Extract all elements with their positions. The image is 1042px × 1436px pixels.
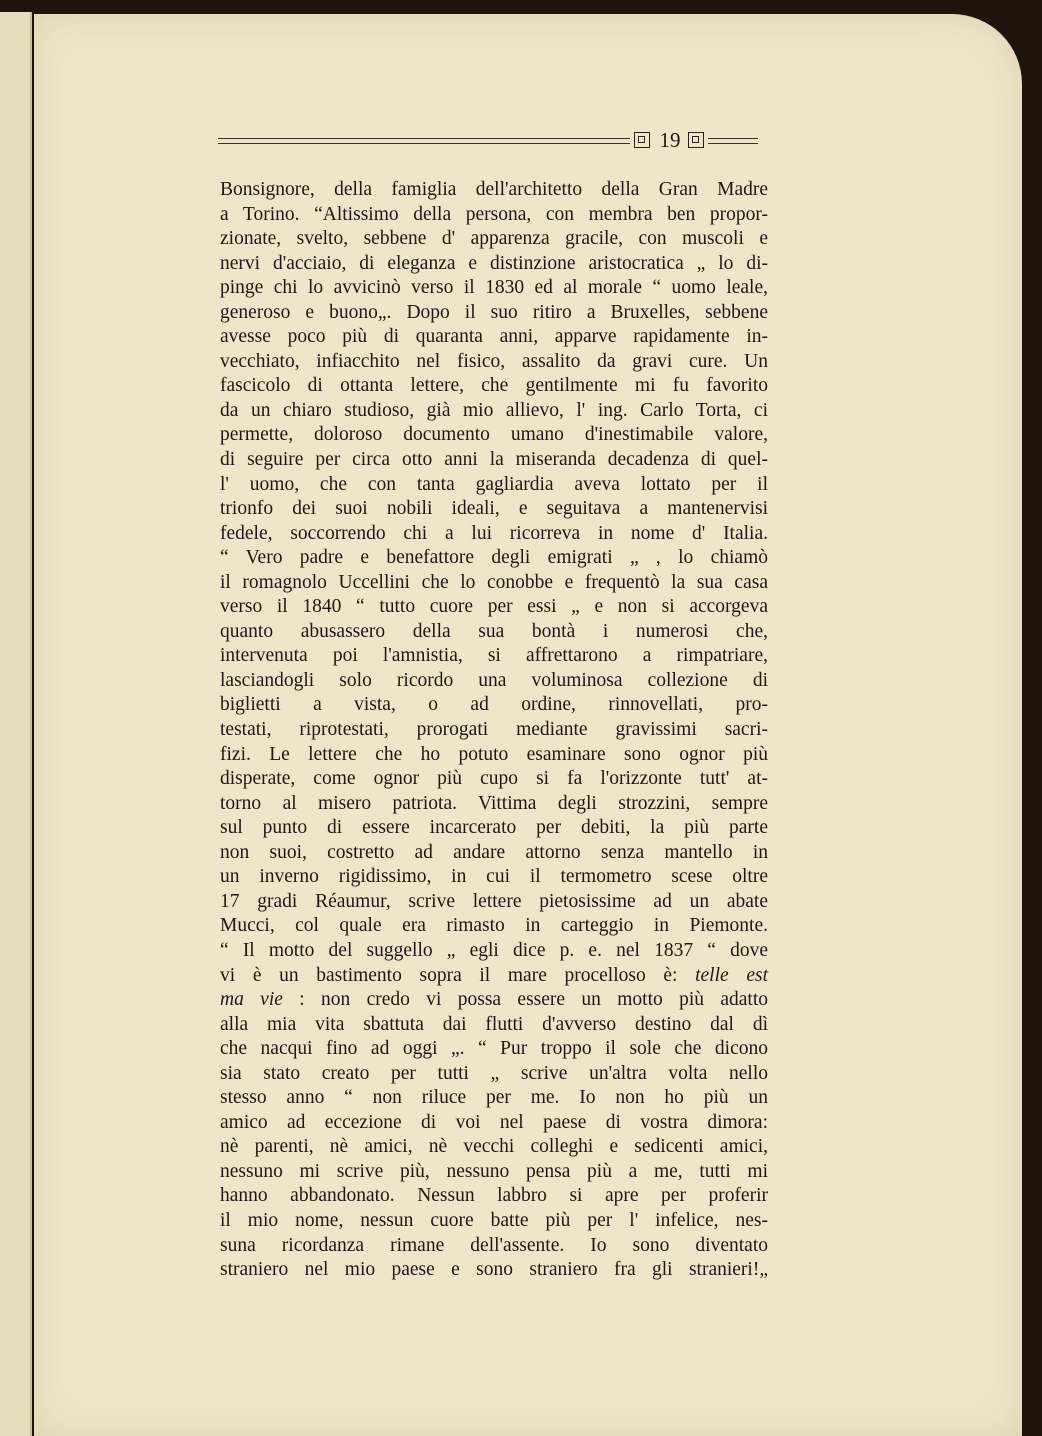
text-line: generoso e buono„. Dopo il suo ritiro a Bruxelles, sebbene bbox=[220, 301, 768, 323]
text-line: suna ricordanza rimane dell'assente. Io sono diventato bbox=[220, 1234, 768, 1256]
text-line: intervenuta poi l'amnistia, si affrettarono a rimpatriare, bbox=[220, 645, 768, 667]
text-line: fizi. Le lettere che ho potuto esaminare sono ognor più bbox=[220, 743, 768, 765]
page-header bbox=[218, 128, 758, 152]
text-line: da un chiaro studioso, già mio allievo, l' ing. Carlo Torta, ci bbox=[220, 399, 768, 421]
text-line: stesso anno “ non riluce per me. Io non ho più un bbox=[220, 1087, 768, 1109]
text-line: permette, doloroso documento umano d'inestimabile valore, bbox=[220, 424, 768, 446]
text-line: nervi d'acciaio, di eleganza e distinzione aristocratica „ lo di- bbox=[220, 252, 768, 274]
text-line: “ Vero padre e benefattore degli emigrati „ , lo chiamò bbox=[220, 547, 768, 569]
text-line: fedele, soccorrendo chi a lui ricorreva in nome d' Italia. bbox=[220, 522, 768, 544]
text-line: disperate, come ognor più cupo si fa l'orizzonte tutt' at- bbox=[220, 768, 768, 790]
facing-page-edge bbox=[0, 12, 32, 1436]
text-line: ma vie : non credo vi possa essere un motto più adatto bbox=[220, 989, 768, 1011]
text-line: Bonsignore, della famiglia dell'architetto della Gran Madre bbox=[220, 179, 768, 200]
text-line: avesse poco più di quaranta anni, apparve rapidamente in- bbox=[220, 326, 768, 348]
text-line: l' uomo, che con tanta gagliardia aveva lottato per il bbox=[220, 473, 768, 495]
text-line: il romagnolo Uccellini che lo conobbe e frequentò la sua casa bbox=[220, 571, 768, 593]
text-line: di seguire per circa otto anni la miseranda decadenza di quel- bbox=[220, 449, 768, 471]
motto-italic: ma vie bbox=[220, 989, 283, 1011]
text-line: fascicolo di ottanta lettere, che gentilmente mi fu favorito bbox=[220, 375, 768, 397]
text-line: testati, riprotestati, prorogati mediante gravissimi sacri- bbox=[220, 719, 768, 741]
page-number: 19 bbox=[659, 128, 681, 152]
text-line: trionfo dei suoi nobili ideali, e seguitava a mantenervisi bbox=[220, 498, 768, 520]
text-line: straniero nel mio paese e sono straniero fra gli stranieri!„ bbox=[220, 1259, 768, 1281]
text-line: hanno abbandonato. Nessun labbro si apre per proferir bbox=[220, 1185, 768, 1207]
book-page bbox=[34, 14, 1022, 1436]
text-line: un inverno rigidissimo, in cui il termometro scese oltre bbox=[220, 866, 768, 888]
motto-italic: telle est bbox=[695, 964, 768, 986]
text-line: sia stato creato per tutti „ scrive un'altra volta nello bbox=[220, 1062, 768, 1084]
text-line: pinge chi lo avvicinò verso il 1830 ed al morale “ uomo leale, bbox=[220, 277, 768, 299]
ornament-square-left-icon bbox=[634, 132, 650, 148]
text-line: amico ad eccezione di voi nel paese di vostra dimora: bbox=[220, 1111, 768, 1133]
text-line: sul punto di essere incarcerato per debiti, la più parte bbox=[220, 817, 768, 839]
text-line: zionate, svelto, sebbene d' apparenza gracile, con muscoli e bbox=[220, 228, 768, 250]
header-rule-left bbox=[218, 138, 630, 144]
text-line: che nacqui fino ad oggi „. “ Pur troppo il sole che dicono bbox=[220, 1038, 768, 1060]
body-text bbox=[220, 178, 768, 1283]
text-line: “ Il motto del suggello „ egli dice p. e. nel 1837 “ dove bbox=[220, 939, 768, 961]
text-line: torno al misero patriota. Vittima degli strozzini, sempre bbox=[220, 792, 768, 814]
text-line: a Torino. “Altissimo della persona, con membra ben propor- bbox=[220, 203, 768, 225]
text-line: lasciandogli solo ricordo una voluminosa collezione di bbox=[220, 669, 768, 691]
text-line: non suoi, costretto ad andare attorno senza mantello in bbox=[220, 841, 768, 863]
text-line: nè parenti, nè amici, nè vecchi colleghi e sedicenti amici, bbox=[220, 1136, 768, 1158]
text-line: vecchiato, infiacchito nel fisico, assalito da gravi cure. Un bbox=[220, 350, 768, 372]
text-line: il mio nome, nessun cuore batte più per l' infelice, nes- bbox=[220, 1209, 768, 1231]
text-line: vi è un bastimento sopra il mare procelloso è: telle est bbox=[220, 964, 768, 986]
text-line: alla mia vita sbattuta dai flutti d'avverso destino dal dì bbox=[220, 1013, 768, 1035]
ornament-square-right-icon bbox=[688, 132, 704, 148]
text-line: Mucci, col quale era rimasto in carteggio in Piemonte. bbox=[220, 915, 768, 937]
header-rule-right bbox=[708, 138, 758, 144]
text-line: quanto abusassero della sua bontà i numerosi che, bbox=[220, 620, 768, 642]
text-line: verso il 1840 “ tutto cuore per essi „ e non si accorgeva bbox=[220, 596, 768, 618]
text-line: 17 gradi Réaumur, scrive lettere pietosissime ad un abate bbox=[220, 890, 768, 912]
text-line: nessuno mi scrive più, nessuno pensa più a me, tutti mi bbox=[220, 1160, 768, 1182]
text-line: biglietti a vista, o ad ordine, rinnovellati, pro- bbox=[220, 694, 768, 716]
